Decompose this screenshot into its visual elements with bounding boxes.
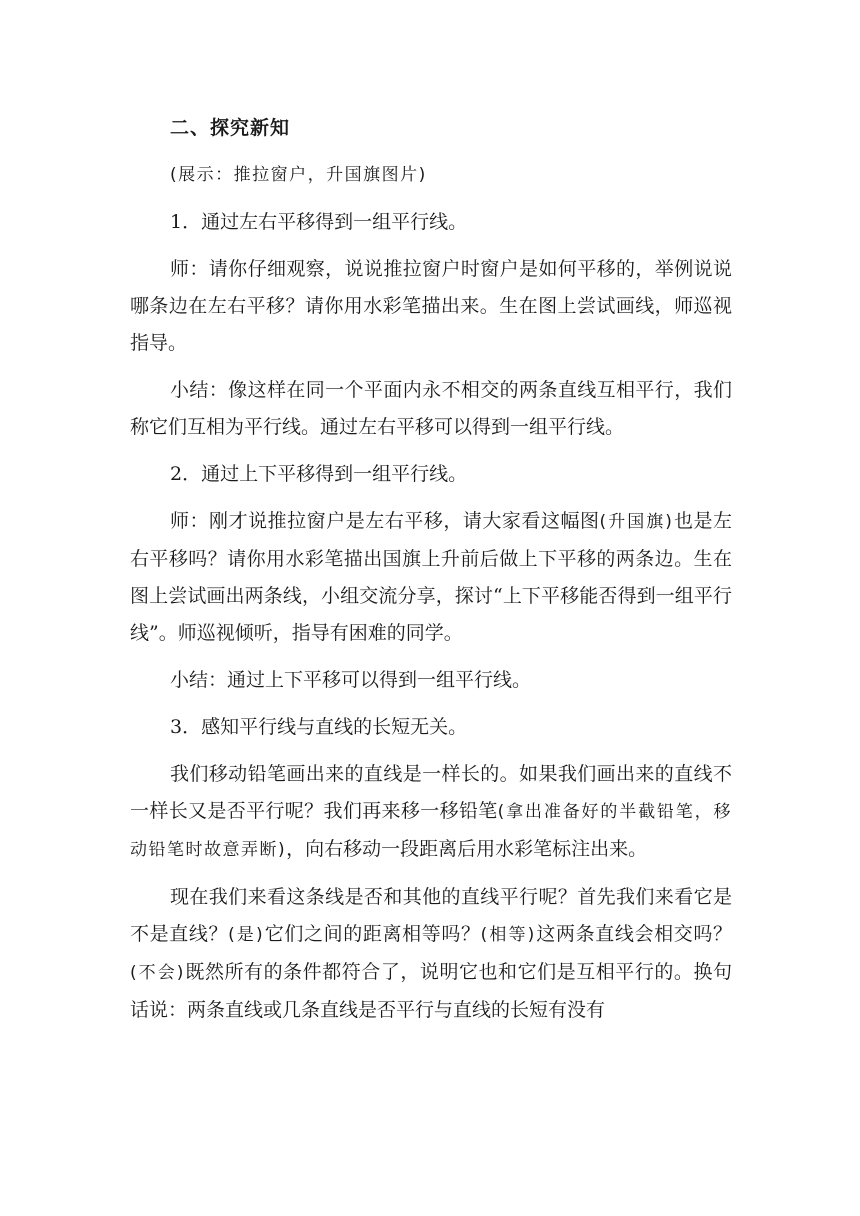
item3-paragraph-2 [130,879,732,1029]
item3-p2-text-b: 它们之间的距离相等吗？ [264,923,481,945]
item2-teacher-text-a: 师：刚才说推拉窗户是左右平移，请大家看这幅图 [170,510,600,532]
display-note: (展示：推拉窗户，升国旗图片) [170,165,427,185]
item2-teacher-note: (升国旗) [599,512,674,532]
item3-p1-text-a: 我们移动铅笔画出来的直线是一样长的。如果我们画出来的直线不一样长又是否平行呢？我们再来移一移铅笔 [130,763,732,822]
item3-p2-answer-1: (是) [228,925,265,945]
item3-p1-text-b: ，向右移动一段距离后用水彩笔标注出来。 [286,838,648,860]
item3-paragraph-1 [130,756,732,869]
item3-p2-text-c: 这两条直线会相交吗？ [535,923,732,945]
item3-p2-text-a: 现在我们来看这条线是否和其他的直线平行呢？首先我们来看它是不是直线？ [130,886,732,945]
item3-title: 3．感知平行线与直线的长短无关。 [170,716,468,738]
section-heading: 二、探究新知 [170,117,291,139]
item3-p1-note: (拿出准备好的半截铅笔，移动铅笔时故意弄断) [130,802,732,860]
item1-title: 1．通过左右平移得到一组平行线。 [170,211,468,233]
item3-p2-answer-3: (不会) [130,963,185,983]
item1-summary-paragraph: 小结：像这样在同一个平面内永不相交的两条直线互相平行，我们称它们互相为平行线。通过左右平移可以得到一组平行线。 [130,379,732,438]
item2-title: 2．通过上下平移得到一组平行线。 [170,463,468,485]
item1-teacher-paragraph: 师：请你仔细观察，说说推拉窗户时窗户是如何平移的，举例说说哪条边在左右平移？请你用水彩笔描出来。生在图上尝试画线，师巡视指导。 [130,258,732,354]
item2-summary-paragraph: 小结：通过上下平移可以得到一组平行线。 [170,669,532,691]
document-body [130,110,732,1039]
item3-p2-answer-2: (相等) [480,925,536,945]
item2-teacher-paragraph [130,503,732,652]
item3-p2-text-d: 既然所有的条件都符合了，说明它也和它们是互相平行的。换句话说：两条直线或几条直线是否平行与直线的长短有没有 [130,961,732,1021]
item2-teacher-text-b: 也是左右平移吗？请你用水彩笔描出国旗上升前后做上下平移的两条边。生在图上尝试画出两条线，小组交流分享，探讨“上下平移能否得到一组平行线”。师巡视倾听，指导有困难的同学。 [130,510,732,644]
